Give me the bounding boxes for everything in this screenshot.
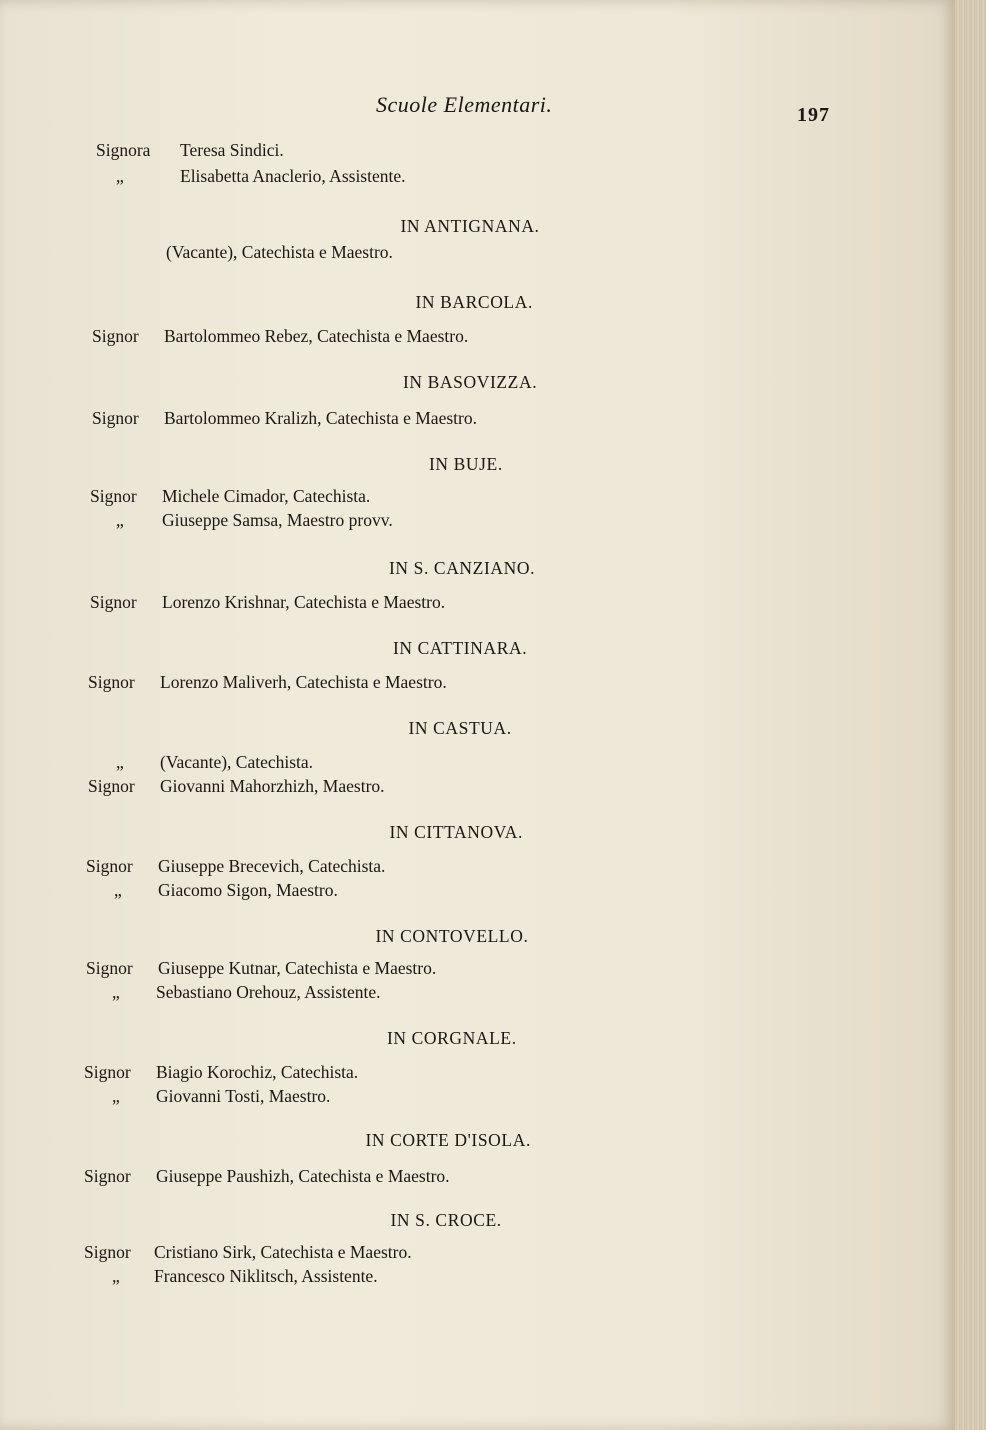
person-entry: Giuseppe Kutnar, Catechista e Maestro. [158, 958, 437, 978]
section-heading: IN BARCOLA. [415, 292, 533, 312]
honorific: Signor [88, 776, 135, 796]
section-heading: IN ANTIGNANA. [400, 216, 540, 236]
section-heading: IN CITTANOVA. [389, 822, 523, 842]
person-entry: Elisabetta Anaclerio, Assistente. [180, 166, 406, 186]
honorific: „ [116, 510, 124, 530]
person-entry: Giuseppe Brecevich, Catechista. [158, 856, 386, 876]
person-entry: Cristiano Sirk, Catechista e Maestro. [154, 1242, 412, 1262]
section-heading: IN BUJE. [429, 454, 503, 474]
section-heading: IN CORTE D'ISOLA. [365, 1130, 531, 1150]
honorific: Signor [88, 672, 135, 692]
person-entry: Biagio Korochiz, Catechista. [156, 1062, 359, 1082]
honorific: Signor [92, 326, 139, 346]
person-entry: Giuseppe Paushizh, Catechista e Maestro. [156, 1166, 450, 1186]
section-heading: IN BASOVIZZA. [403, 372, 538, 392]
person-entry: (Vacante), Catechista e Maestro. [166, 242, 393, 262]
honorific: Signor [86, 958, 133, 978]
person-entry: (Vacante), Catechista. [160, 752, 314, 772]
person-entry: Giacomo Sigon, Maestro. [158, 880, 338, 900]
section-heading: IN CORGNALE. [387, 1028, 517, 1048]
honorific: „ [116, 752, 124, 772]
person-entry: Giuseppe Samsa, Maestro provv. [162, 510, 393, 530]
person-entry: Bartolommeo Kralizh, Catechista e Maestro. [164, 408, 477, 428]
page-number: 197 [797, 104, 830, 126]
honorific: „ [112, 1086, 120, 1106]
honorific: Signora [96, 140, 151, 160]
section-heading: IN S. CROCE. [390, 1210, 502, 1230]
honorific: Signor [84, 1166, 131, 1186]
honorific: „ [114, 880, 122, 900]
running-header: Scuole Elementari. [376, 92, 553, 117]
section-heading: IN CATTINARA. [393, 638, 528, 658]
person-entry: Bartolommeo Rebez, Catechista e Maestro. [164, 326, 469, 346]
person-entry: Sebastiano Orehouz, Assistente. [156, 982, 381, 1002]
page-edges [955, 0, 986, 1430]
honorific: Signor [90, 486, 137, 506]
honorific: Signor [84, 1062, 131, 1082]
person-entry: Giovanni Tosti, Maestro. [156, 1086, 331, 1106]
section-heading: IN CASTUA. [408, 718, 512, 738]
honorific: Signor [90, 592, 137, 612]
honorific: Signor [86, 856, 133, 876]
person-entry: Teresa Sindici. [180, 140, 284, 160]
person-entry: Francesco Niklitsch, Assistente. [154, 1266, 378, 1286]
honorific: „ [116, 166, 124, 186]
person-entry: Michele Cimador, Catechista. [162, 486, 371, 506]
honorific: „ [112, 1266, 120, 1286]
honorific: „ [112, 982, 120, 1002]
section-heading: IN S. CANZIANO. [389, 558, 536, 578]
person-entry: Lorenzo Krishnar, Catechista e Maestro. [162, 592, 446, 612]
person-entry: Lorenzo Maliverh, Catechista e Maestro. [160, 672, 447, 692]
person-entry: Giovanni Mahorzhizh, Maestro. [160, 776, 385, 796]
section-heading: IN CONTOVELLO. [375, 926, 529, 946]
honorific: Signor [92, 408, 139, 428]
honorific: Signor [84, 1242, 131, 1262]
